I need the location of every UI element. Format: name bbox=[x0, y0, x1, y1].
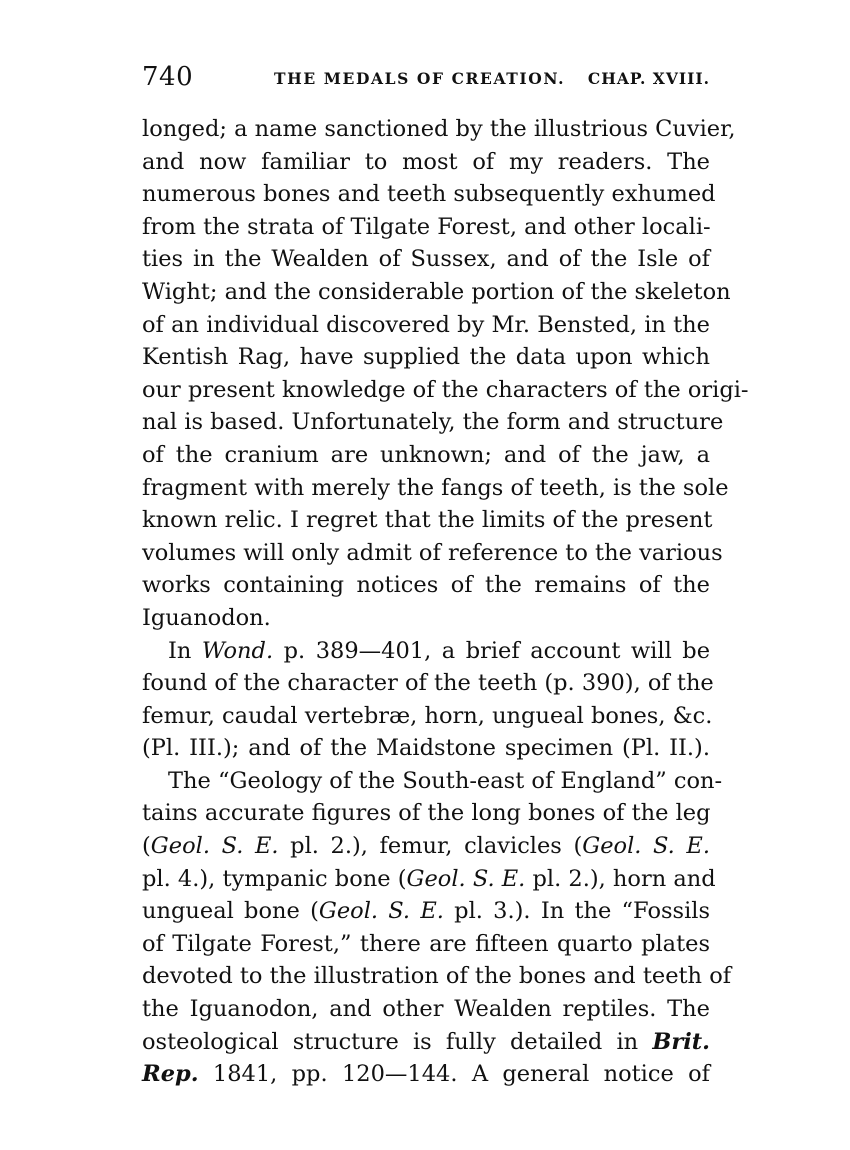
text-line bbox=[142, 113, 736, 146]
text-segment: osteological structure is fully detailed in bbox=[142, 1028, 653, 1055]
text-line bbox=[142, 635, 710, 668]
text-line bbox=[142, 146, 710, 179]
text-line bbox=[142, 928, 710, 961]
text-line bbox=[142, 993, 710, 1026]
text-segment: tains accurate figures of the long bones of the leg bbox=[142, 800, 711, 827]
bold-italic-citation: Brit. bbox=[652, 1028, 710, 1055]
italic-citation: Geol. S. E. bbox=[582, 833, 711, 860]
text-line bbox=[142, 895, 710, 928]
text-segment: works containing notices of the remains of the bbox=[142, 572, 710, 599]
bold-italic-citation: Rep. bbox=[142, 1061, 199, 1088]
text-line bbox=[142, 504, 713, 537]
chapter-label: CHAP. XVIII. bbox=[587, 69, 710, 88]
text-segment: longed; a name sanctioned by the illustrious Cuvier, bbox=[142, 116, 736, 142]
text-line bbox=[142, 732, 710, 765]
text-segment: pl. 3.). In the “Fossils bbox=[443, 898, 711, 925]
text-line bbox=[142, 341, 710, 374]
text-line bbox=[142, 797, 710, 830]
text-line bbox=[142, 374, 749, 407]
text-segment: nal is based. Unfortunately, the form and structure bbox=[142, 409, 724, 436]
text-line bbox=[142, 1026, 710, 1059]
text-line bbox=[142, 830, 710, 863]
italic-citation: Geol. S. E. bbox=[150, 833, 279, 860]
page-header bbox=[142, 62, 710, 96]
text-line bbox=[142, 178, 716, 211]
text-segment: volumes will only admit of reference to the various bbox=[142, 539, 723, 566]
text-segment: and now familiar to most of my readers. The bbox=[142, 148, 710, 175]
text-line bbox=[142, 537, 723, 570]
text-line bbox=[142, 1058, 710, 1091]
italic-citation: Wond. bbox=[201, 637, 274, 664]
text-segment: Iguanodon. bbox=[142, 604, 271, 631]
text-segment: Kentish Rag, have supplied the data upon which bbox=[142, 344, 710, 371]
text-line bbox=[142, 700, 713, 733]
text-segment: of an individual discovered by Mr. Bensted, in the bbox=[142, 311, 710, 338]
text-segment: pl. 2.), femur, clavicles ( bbox=[278, 833, 583, 860]
text-line bbox=[142, 667, 714, 700]
text-segment: our present knowledge of the characters of the origi- bbox=[142, 376, 749, 403]
text-segment: found of the character of the teeth (p. 390), of the bbox=[142, 670, 714, 697]
text-segment: from the strata of Tilgate Forest, and other locali- bbox=[142, 213, 711, 240]
italic-citation: Geol. S. E. bbox=[318, 898, 444, 925]
text-line bbox=[142, 243, 710, 276]
page-number: 740 bbox=[142, 62, 194, 92]
text-segment: numerous bones and teeth subsequently exhumed bbox=[142, 181, 716, 208]
text-line bbox=[142, 960, 732, 993]
text-line bbox=[142, 439, 710, 472]
text-segment: The “Geology of the South-east of England” con- bbox=[168, 767, 723, 794]
text-segment: ( bbox=[142, 833, 151, 860]
text-segment: Wight; and the considerable portion of the skeleton bbox=[142, 278, 731, 305]
text-line bbox=[142, 863, 716, 896]
text-segment: fragment with merely the fangs of teeth, is the sole bbox=[142, 474, 729, 501]
text-segment: p. 389—401, a brief account will be bbox=[273, 637, 711, 664]
text-segment: the Iguanodon, and other Wealden reptiles. The bbox=[142, 996, 710, 1023]
text-line bbox=[142, 472, 729, 505]
italic-citation: Geol. S. E. bbox=[406, 865, 526, 892]
running-title: THE MEDALS OF CREATION. bbox=[274, 69, 566, 88]
text-line bbox=[142, 602, 710, 635]
text-segment: pl. 2.), horn and bbox=[525, 865, 716, 892]
text-line bbox=[142, 406, 724, 439]
text-line bbox=[142, 309, 710, 342]
text-segment: ungueal bone ( bbox=[142, 898, 319, 925]
text-line bbox=[142, 276, 731, 309]
text-segment: 1841, pp. 120—144. A general notice of bbox=[198, 1061, 710, 1088]
text-segment: pl. 4.), tympanic bone ( bbox=[142, 865, 407, 892]
body-text bbox=[142, 113, 749, 1091]
text-segment: of the cranium are unknown; and of the jaw, a bbox=[142, 441, 710, 468]
text-segment: known relic. I regret that the limits of the present bbox=[142, 507, 713, 534]
text-segment: ties in the Wealden of Sussex, and of the Isle of bbox=[142, 246, 710, 273]
text-segment: (Pl. III.); and of the Maidstone specimen (Pl. II.). bbox=[142, 735, 710, 762]
text-segment: devoted to the illustration of the bones and teeth of bbox=[142, 963, 732, 990]
text-line bbox=[142, 765, 723, 798]
text-segment: femur, caudal vertebræ, horn, ungueal bones, &c. bbox=[142, 702, 713, 729]
text-segment: of Tilgate Forest,” there are fifteen quarto plates bbox=[142, 930, 710, 957]
text-line bbox=[142, 211, 710, 244]
text-line bbox=[142, 569, 710, 602]
text-segment: In bbox=[168, 637, 202, 664]
